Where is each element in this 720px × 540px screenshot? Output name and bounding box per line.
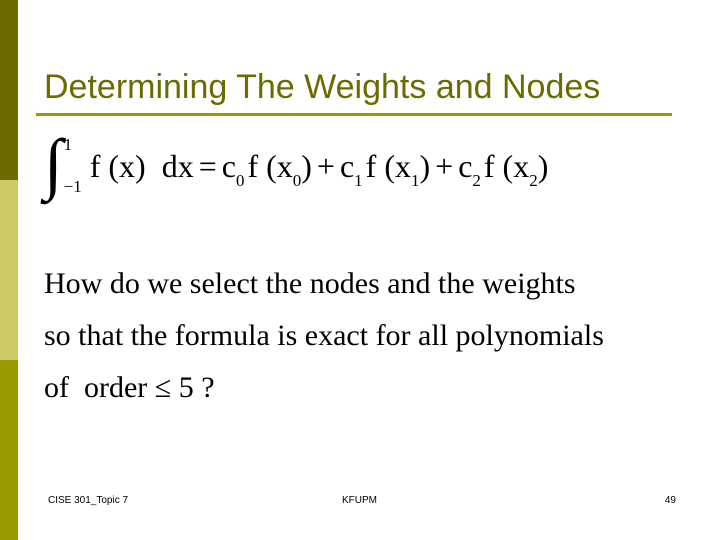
question-line: How do we select the nodes and the weights bbox=[44, 267, 576, 300]
coefficient-subscript: 2 bbox=[472, 170, 481, 190]
integral-sign: ∫ bbox=[44, 125, 63, 201]
function-call: f (x bbox=[247, 147, 293, 184]
close-paren: ) bbox=[419, 147, 431, 184]
term-0 bbox=[221, 147, 312, 190]
footer-page-number: 49 bbox=[664, 495, 676, 506]
node-subscript: 2 bbox=[529, 170, 538, 190]
footer-course: CISE 301_Topic 7 bbox=[48, 495, 129, 506]
quadrature-equation bbox=[44, 126, 684, 206]
coefficient: c bbox=[458, 147, 473, 184]
close-paren: ) bbox=[537, 147, 549, 184]
function-call: f (x bbox=[483, 147, 530, 184]
question-line: of order ≤ 5 ? bbox=[44, 371, 215, 404]
term-2 bbox=[458, 147, 549, 190]
side-bar-bottom-segment bbox=[0, 360, 18, 540]
coefficient: c bbox=[339, 147, 355, 184]
close-paren: ) bbox=[301, 147, 312, 184]
coefficient-subscript: 1 bbox=[354, 170, 363, 190]
upper-limit: 1 bbox=[63, 135, 73, 154]
lower-limit: −1 bbox=[63, 177, 82, 196]
question-line: so that the formula is exact for all polynomials bbox=[44, 319, 604, 352]
node-subscript: 0 bbox=[292, 170, 302, 190]
slide-title: Determining The Weights and Nodes bbox=[44, 68, 601, 106]
coefficient: c bbox=[221, 147, 236, 184]
plus-sign: + bbox=[435, 147, 454, 184]
integrand: f (x) dx bbox=[89, 147, 194, 184]
function-call: f (x bbox=[365, 147, 411, 184]
node-subscript: 1 bbox=[410, 170, 420, 190]
plus-sign: + bbox=[316, 147, 335, 184]
coefficient-subscript: 0 bbox=[235, 170, 245, 190]
side-bar-top-segment bbox=[0, 0, 18, 180]
integral-limits bbox=[64, 135, 82, 197]
term-1 bbox=[339, 147, 431, 190]
equals-sign: = bbox=[198, 147, 217, 184]
question-text bbox=[44, 258, 694, 414]
side-bar-middle-segment bbox=[0, 180, 18, 360]
integral bbox=[44, 125, 82, 201]
footer-institution: KFUPM bbox=[342, 495, 377, 506]
title-underline bbox=[36, 113, 672, 116]
